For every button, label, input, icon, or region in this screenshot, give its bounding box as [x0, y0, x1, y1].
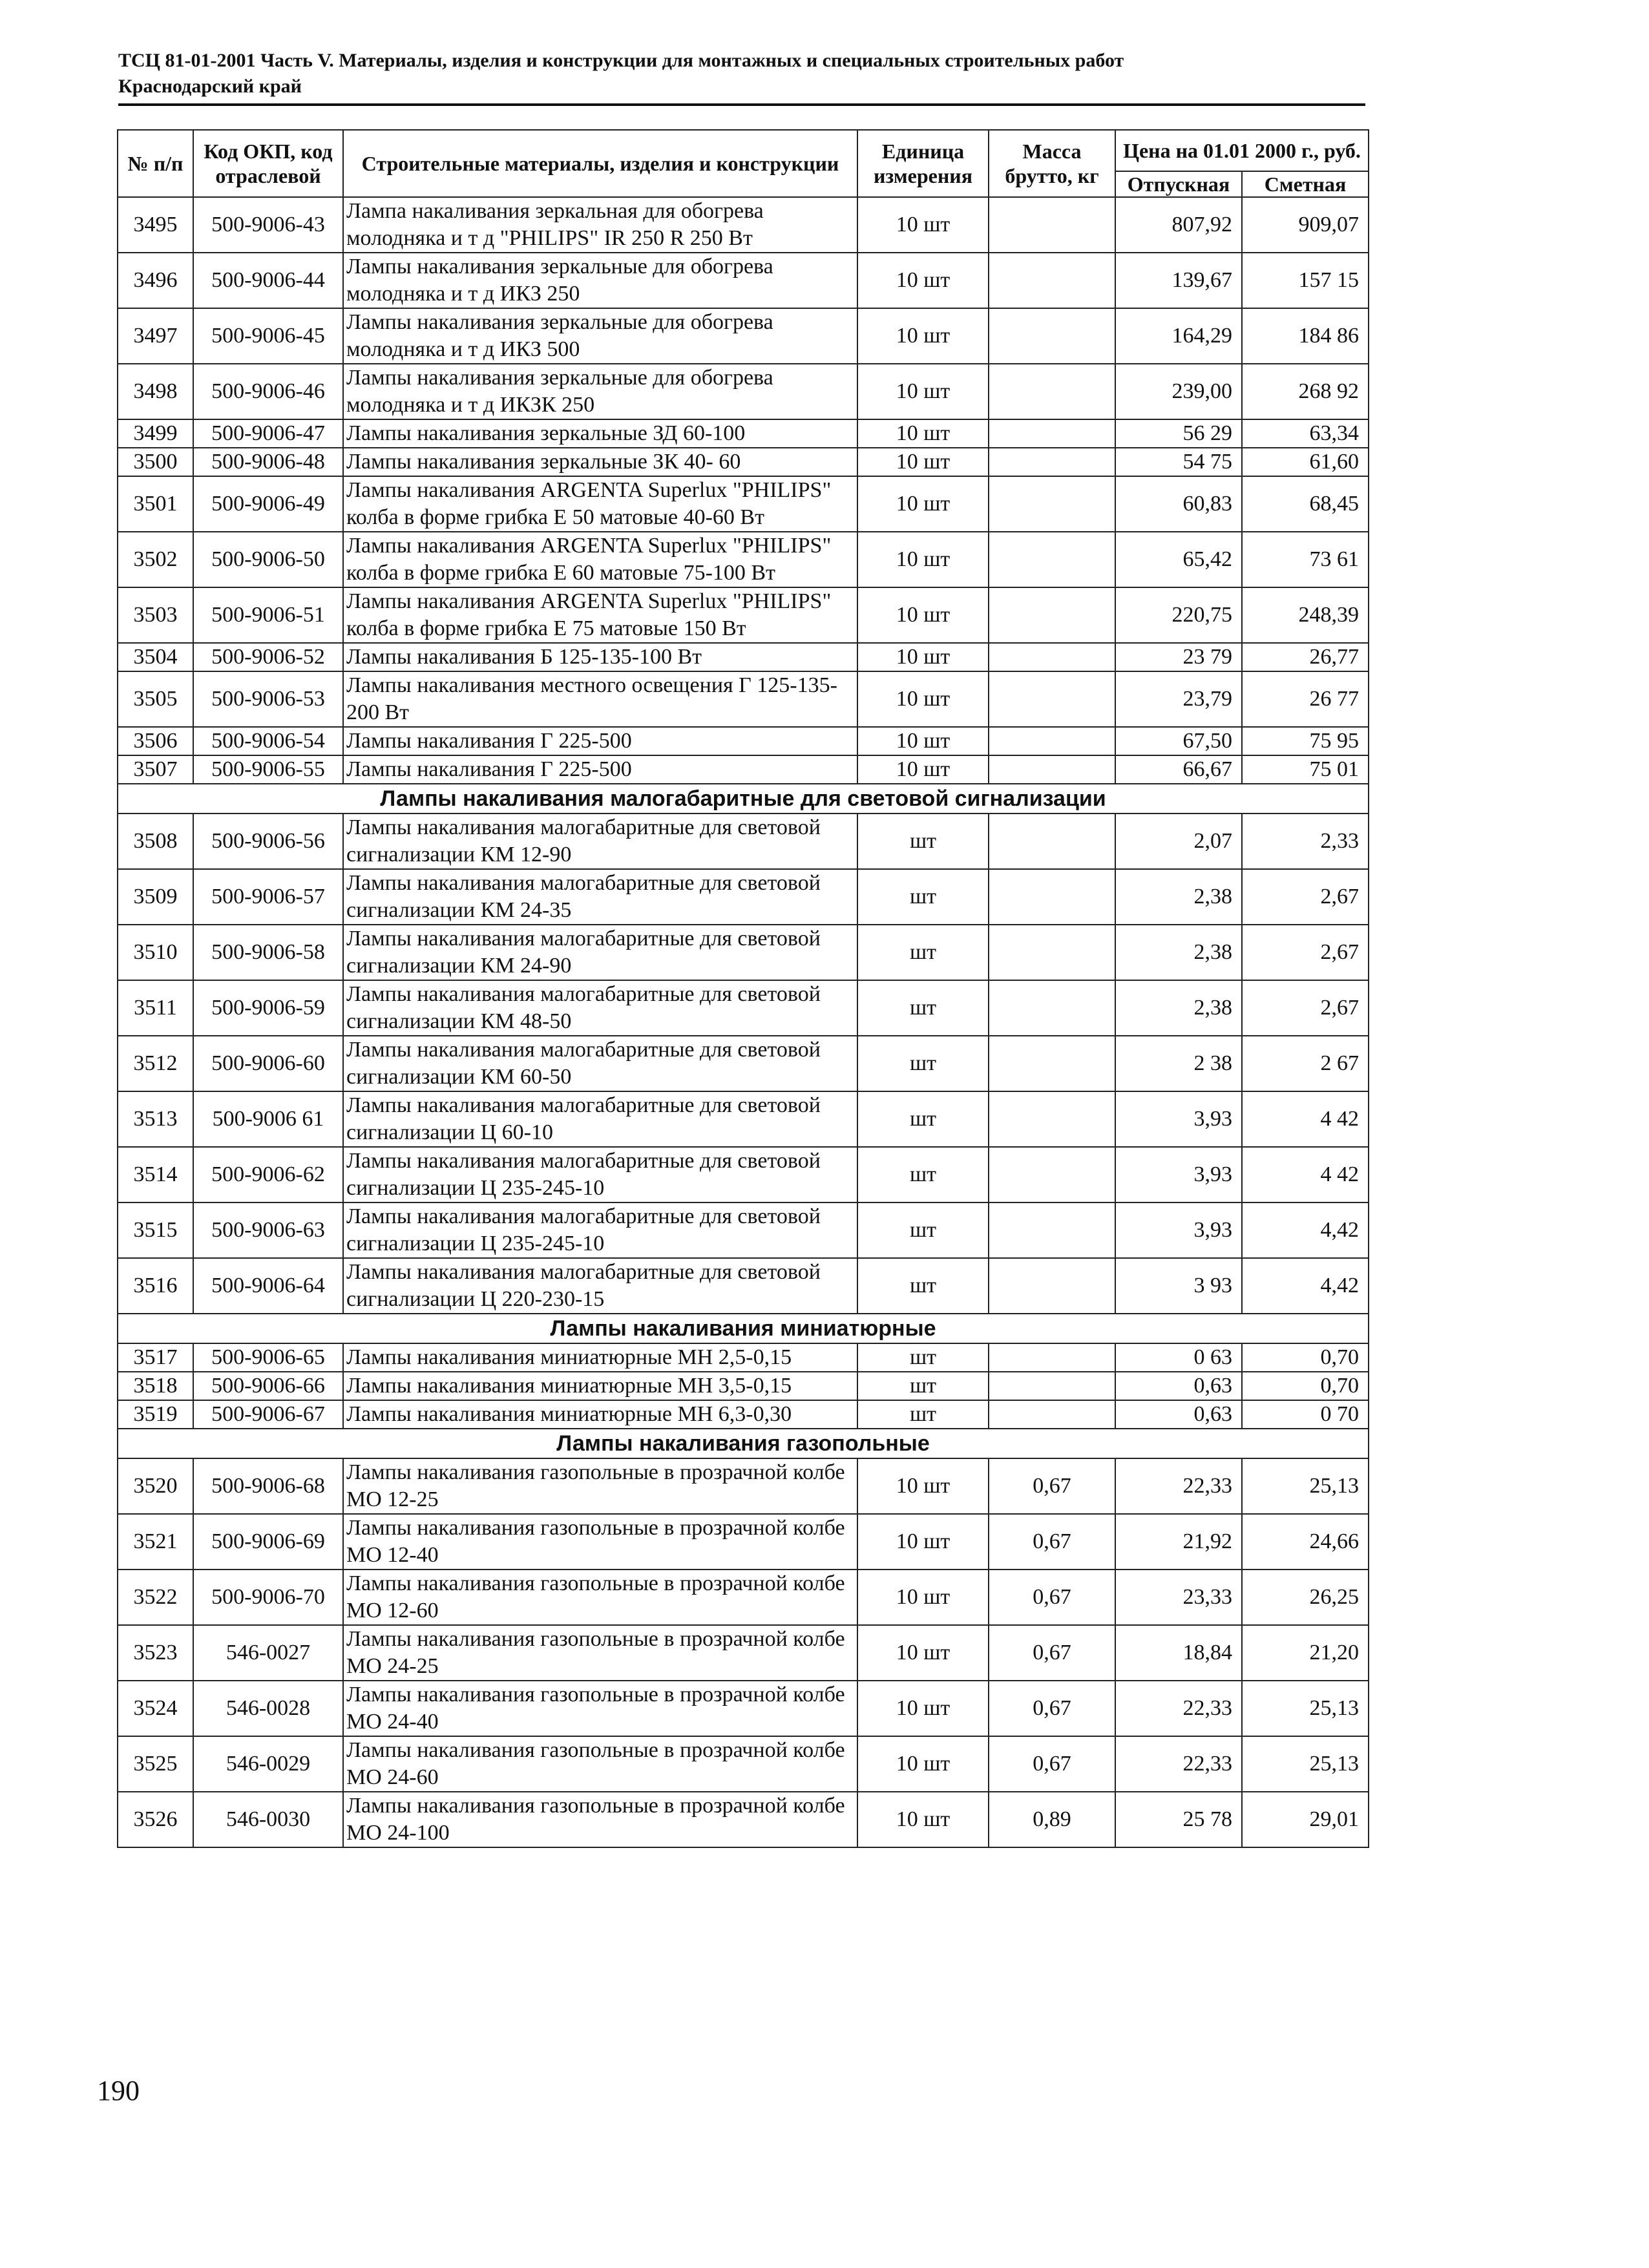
row-price-estimate: 26 77: [1242, 671, 1369, 727]
row-unit: 10 шт: [857, 1736, 989, 1792]
row-price-estimate: 4 42: [1242, 1147, 1369, 1202]
row-number: 3524: [118, 1681, 193, 1736]
row-price-estimate: 909,07: [1242, 197, 1369, 253]
row-price-wholesale: 239,00: [1115, 364, 1242, 419]
row-price-wholesale: 21,92: [1115, 1514, 1242, 1570]
row-unit: шт: [857, 869, 989, 925]
section-header-row: [118, 784, 1369, 814]
row-price-estimate: 2 67: [1242, 1036, 1369, 1091]
table-row: [118, 1091, 1369, 1147]
row-number: 3513: [118, 1091, 193, 1147]
row-price-wholesale: 164,29: [1115, 308, 1242, 364]
row-code: 500-9006-53: [193, 671, 343, 727]
table-row: [118, 1570, 1369, 1625]
row-price-wholesale: 139,67: [1115, 253, 1242, 308]
row-unit: шт: [857, 1400, 989, 1429]
row-unit: 10 шт: [857, 671, 989, 727]
col-header-code: Код ОКП, код отраслевой: [193, 130, 343, 197]
row-unit: 10 шт: [857, 587, 989, 643]
row-mass: [989, 1091, 1115, 1147]
table-row: [118, 643, 1369, 671]
row-unit: 10 шт: [857, 1458, 989, 1514]
row-unit: шт: [857, 1343, 989, 1372]
row-mass: 0,67: [989, 1570, 1115, 1625]
section-header-row: [118, 1429, 1369, 1458]
table-row: [118, 814, 1369, 869]
row-number: 3511: [118, 980, 193, 1036]
row-code: 500-9006-55: [193, 755, 343, 784]
row-price-estimate: 68,45: [1242, 476, 1369, 532]
table-row: [118, 532, 1369, 587]
table-row: [118, 1400, 1369, 1429]
col-header-estimate: Сметная: [1242, 171, 1369, 197]
table-head: [118, 130, 1369, 197]
row-price-estimate: 157 15: [1242, 253, 1369, 308]
row-price-estimate: 24,66: [1242, 1514, 1369, 1570]
table-row: [118, 476, 1369, 532]
table-row: [118, 1736, 1369, 1792]
row-unit: шт: [857, 1091, 989, 1147]
row-price-estimate: 25,13: [1242, 1736, 1369, 1792]
row-code: 500-9006-54: [193, 727, 343, 755]
row-unit: 10 шт: [857, 1514, 989, 1570]
row-code: 500-9006-65: [193, 1343, 343, 1372]
row-mass: [989, 1372, 1115, 1400]
row-code: 500-9006 61: [193, 1091, 343, 1147]
row-code: 500-9006-50: [193, 532, 343, 587]
row-number: 3501: [118, 476, 193, 532]
row-price-estimate: 4,42: [1242, 1202, 1369, 1258]
row-number: 3508: [118, 814, 193, 869]
row-name: Лампы накаливания ARGENTA Superlux "PHILIPS" колба в форме грибка Е 50 матовые 40-60 Вт: [343, 476, 857, 532]
row-name: Лампы накаливания газопольные в прозрачной колбе МО 12-25: [343, 1458, 857, 1514]
table-row: [118, 253, 1369, 308]
row-code: 500-9006-66: [193, 1372, 343, 1400]
row-price-wholesale: 0,63: [1115, 1372, 1242, 1400]
row-unit: 10 шт: [857, 253, 989, 308]
row-price-wholesale: 2,07: [1115, 814, 1242, 869]
row-mass: [989, 869, 1115, 925]
row-price-wholesale: 65,42: [1115, 532, 1242, 587]
row-number: 3496: [118, 253, 193, 308]
table-row: [118, 419, 1369, 448]
row-number: 3523: [118, 1625, 193, 1681]
row-name: Лампы накаливания Г 225-500: [343, 755, 857, 784]
row-name: Лампы накаливания миниатюрные МН 3,5-0,15: [343, 1372, 857, 1400]
row-name: Лампы накаливания миниатюрные МН 6,3-0,30: [343, 1400, 857, 1429]
row-number: 3505: [118, 671, 193, 727]
row-price-estimate: 4,42: [1242, 1258, 1369, 1314]
row-price-estimate: 63,34: [1242, 419, 1369, 448]
table-row: [118, 1458, 1369, 1514]
table-row: [118, 1372, 1369, 1400]
row-mass: [989, 532, 1115, 587]
row-name: Лампы накаливания зеркальные для обогрева молодняка и т д ИКЗ 250: [343, 253, 857, 308]
table-row: [118, 925, 1369, 980]
row-mass: 0,89: [989, 1792, 1115, 1847]
col-header-unit: Единица измерения: [857, 130, 989, 197]
row-name: Лампы накаливания миниатюрные МН 2,5-0,15: [343, 1343, 857, 1372]
row-unit: шт: [857, 1258, 989, 1314]
row-unit: 10 шт: [857, 1625, 989, 1681]
row-price-wholesale: 54 75: [1115, 448, 1242, 476]
row-mass: [989, 197, 1115, 253]
row-code: 546-0029: [193, 1736, 343, 1792]
row-name: Лампы накаливания зеркальные для обогрева молодняка и т д ИКЗ 500: [343, 308, 857, 364]
row-price-wholesale: 66,67: [1115, 755, 1242, 784]
row-name: Лампы накаливания газопольные в прозрачной колбе МО 24-25: [343, 1625, 857, 1681]
row-name: Лампы накаливания зеркальные для обогрева молодняка и т д ИКЗК 250: [343, 364, 857, 419]
row-name: Лампы накаливания местного освещения Г 125-135-200 Вт: [343, 671, 857, 727]
row-price-estimate: 4 42: [1242, 1091, 1369, 1147]
row-unit: шт: [857, 925, 989, 980]
row-unit: шт: [857, 1372, 989, 1400]
page-number: 190: [97, 2075, 140, 2106]
table-row: [118, 1147, 1369, 1202]
row-code: 546-0028: [193, 1681, 343, 1736]
table-row: [118, 1514, 1369, 1570]
row-name: Лампы накаливания зеркальные ЗК 40- 60: [343, 448, 857, 476]
row-price-wholesale: 0 63: [1115, 1343, 1242, 1372]
row-price-estimate: 2,67: [1242, 925, 1369, 980]
row-name: Лампы накаливания газопольные в прозрачной колбе МО 24-60: [343, 1736, 857, 1792]
row-code: 500-9006-45: [193, 308, 343, 364]
row-number: 3502: [118, 532, 193, 587]
row-price-wholesale: 3,93: [1115, 1091, 1242, 1147]
row-number: 3522: [118, 1570, 193, 1625]
row-price-wholesale: 2 38: [1115, 1036, 1242, 1091]
row-price-estimate: 248,39: [1242, 587, 1369, 643]
table-row: [118, 727, 1369, 755]
row-code: 500-9006-70: [193, 1570, 343, 1625]
row-price-estimate: 26,77: [1242, 643, 1369, 671]
row-unit: 10 шт: [857, 532, 989, 587]
row-unit: шт: [857, 1202, 989, 1258]
table-row: [118, 755, 1369, 784]
table-row: [118, 1036, 1369, 1091]
row-number: 3520: [118, 1458, 193, 1514]
row-name: Лампы накаливания газопольные в прозрачной колбе МО 12-60: [343, 1570, 857, 1625]
row-code: 500-9006-44: [193, 253, 343, 308]
row-mass: [989, 643, 1115, 671]
table-row: [118, 1202, 1369, 1258]
row-code: 500-9006-51: [193, 587, 343, 643]
row-unit: 10 шт: [857, 1681, 989, 1736]
row-mass: [989, 1343, 1115, 1372]
row-price-estimate: 0,70: [1242, 1343, 1369, 1372]
row-mass: [989, 1258, 1115, 1314]
row-price-wholesale: 60,83: [1115, 476, 1242, 532]
row-number: 3497: [118, 308, 193, 364]
row-price-estimate: 29,01: [1242, 1792, 1369, 1847]
row-name: Лампы накаливания малогабаритные для световой сигнализации КМ 60-50: [343, 1036, 857, 1091]
row-code: 500-9006-52: [193, 643, 343, 671]
row-price-estimate: 26,25: [1242, 1570, 1369, 1625]
table-row: [118, 869, 1369, 925]
row-code: 500-9006-69: [193, 1514, 343, 1570]
row-price-estimate: 21,20: [1242, 1625, 1369, 1681]
row-name: Лампы накаливания газопольные в прозрачной колбе МО 12-40: [343, 1514, 857, 1570]
section-title: Лампы накаливания малогабаритные для световой сигнализации: [118, 784, 1369, 814]
row-number: 3506: [118, 727, 193, 755]
row-unit: шт: [857, 1036, 989, 1091]
row-price-wholesale: 23,33: [1115, 1570, 1242, 1625]
row-mass: [989, 419, 1115, 448]
row-mass: [989, 1147, 1115, 1202]
table-row: [118, 1792, 1369, 1847]
row-number: 3503: [118, 587, 193, 643]
table-row: [118, 448, 1369, 476]
row-price-estimate: 25,13: [1242, 1458, 1369, 1514]
row-code: 500-9006-62: [193, 1147, 343, 1202]
row-price-wholesale: 3,93: [1115, 1147, 1242, 1202]
row-price-estimate: 0 70: [1242, 1400, 1369, 1429]
row-mass: [989, 925, 1115, 980]
row-code: 500-9006-46: [193, 364, 343, 419]
row-price-estimate: 184 86: [1242, 308, 1369, 364]
row-code: 500-9006-43: [193, 197, 343, 253]
row-price-estimate: 268 92: [1242, 364, 1369, 419]
row-number: 3498: [118, 364, 193, 419]
row-mass: [989, 1036, 1115, 1091]
header-title: ТСЦ 81-01-2001 Часть V. Материалы, изделия и конструкции для монтажных и специальных строительных работ: [118, 50, 1124, 71]
section-title: Лампы накаливания газопольные: [118, 1429, 1369, 1458]
row-code: 546-0027: [193, 1625, 343, 1681]
row-number: 3525: [118, 1736, 193, 1792]
row-name: Лампы накаливания малогабаритные для световой сигнализации КМ 12-90: [343, 814, 857, 869]
row-number: 3504: [118, 643, 193, 671]
row-number: 3519: [118, 1400, 193, 1429]
row-price-estimate: 2,67: [1242, 869, 1369, 925]
table-row: [118, 1343, 1369, 1372]
row-mass: 0,67: [989, 1625, 1115, 1681]
section-header-row: [118, 1314, 1369, 1343]
row-number: 3526: [118, 1792, 193, 1847]
row-price-wholesale: 2,38: [1115, 980, 1242, 1036]
row-price-wholesale: 23,79: [1115, 671, 1242, 727]
table-row: [118, 308, 1369, 364]
row-code: 500-9006-47: [193, 419, 343, 448]
row-unit: 10 шт: [857, 755, 989, 784]
page-header: [118, 48, 1365, 106]
row-price-wholesale: 3 93: [1115, 1258, 1242, 1314]
col-header-price: Цена на 01.01 2000 г., руб.: [1115, 130, 1369, 171]
row-price-wholesale: 22,33: [1115, 1458, 1242, 1514]
row-mass: [989, 476, 1115, 532]
row-mass: 0,67: [989, 1736, 1115, 1792]
table-row: [118, 1625, 1369, 1681]
row-name: Лампа накаливания зеркальная для обогрева молодняка и т д "PHILIPS" IR 250 R 250 Вт: [343, 197, 857, 253]
row-unit: 10 шт: [857, 448, 989, 476]
row-mass: [989, 755, 1115, 784]
row-name: Лампы накаливания малогабаритные для световой сигнализации Ц 220-230-15: [343, 1258, 857, 1314]
row-code: 500-9006-64: [193, 1258, 343, 1314]
row-number: 3518: [118, 1372, 193, 1400]
table-row: [118, 1258, 1369, 1314]
row-price-wholesale: 22,33: [1115, 1681, 1242, 1736]
row-name: Лампы накаливания газопольные в прозрачной колбе МО 24-40: [343, 1681, 857, 1736]
row-price-wholesale: 220,75: [1115, 587, 1242, 643]
row-price-wholesale: 0,63: [1115, 1400, 1242, 1429]
row-unit: 10 шт: [857, 197, 989, 253]
row-name: Лампы накаливания ARGENTA Superlux "PHILIPS" колба в форме грибка Е 75 матовые 150 Вт: [343, 587, 857, 643]
section-title: Лампы накаливания миниатюрные: [118, 1314, 1369, 1343]
row-mass: [989, 448, 1115, 476]
table-row: [118, 364, 1369, 419]
row-mass: [989, 727, 1115, 755]
row-number: 3495: [118, 197, 193, 253]
row-code: 500-9006-56: [193, 814, 343, 869]
row-price-wholesale: 3,93: [1115, 1202, 1242, 1258]
col-header-mass: Масса брутто, кг: [989, 130, 1115, 197]
row-price-estimate: 25,13: [1242, 1681, 1369, 1736]
header-region: Краснодарский край: [118, 76, 302, 97]
row-price-wholesale: 23 79: [1115, 643, 1242, 671]
row-number: 3509: [118, 869, 193, 925]
row-unit: шт: [857, 980, 989, 1036]
row-price-wholesale: 56 29: [1115, 419, 1242, 448]
row-unit: 10 шт: [857, 643, 989, 671]
row-code: 500-9006-49: [193, 476, 343, 532]
row-code: 500-9006-57: [193, 869, 343, 925]
row-price-estimate: 73 61: [1242, 532, 1369, 587]
row-mass: [989, 814, 1115, 869]
row-number: 3510: [118, 925, 193, 980]
row-code: 546-0030: [193, 1792, 343, 1847]
row-unit: 10 шт: [857, 727, 989, 755]
row-name: Лампы накаливания малогабаритные для световой сигнализации Ц 235-245-10: [343, 1147, 857, 1202]
row-code: 500-9006-59: [193, 980, 343, 1036]
price-table: [117, 129, 1369, 1848]
row-code: 500-9006-58: [193, 925, 343, 980]
row-mass: [989, 980, 1115, 1036]
row-mass: 0,67: [989, 1514, 1115, 1570]
row-price-estimate: 2,67: [1242, 980, 1369, 1036]
row-name: Лампы накаливания Б 125-135-100 Вт: [343, 643, 857, 671]
row-unit: 10 шт: [857, 1570, 989, 1625]
row-name: Лампы накаливания малогабаритные для световой сигнализации КМ 24-35: [343, 869, 857, 925]
table-body: [118, 197, 1369, 1847]
row-price-wholesale: 22,33: [1115, 1736, 1242, 1792]
row-price-wholesale: 807,92: [1115, 197, 1242, 253]
row-price-estimate: 61,60: [1242, 448, 1369, 476]
row-price-estimate: 75 95: [1242, 727, 1369, 755]
row-mass: [989, 1202, 1115, 1258]
row-number: 3515: [118, 1202, 193, 1258]
row-name: Лампы накаливания Г 225-500: [343, 727, 857, 755]
row-code: 500-9006-67: [193, 1400, 343, 1429]
row-price-estimate: 0,70: [1242, 1372, 1369, 1400]
row-mass: [989, 671, 1115, 727]
row-mass: [989, 1400, 1115, 1429]
table-row: [118, 587, 1369, 643]
row-code: 500-9006-63: [193, 1202, 343, 1258]
col-header-name: Строительные материалы, изделия и конструкции: [343, 130, 857, 197]
row-number: 3499: [118, 419, 193, 448]
row-name: Лампы накаливания малогабаритные для световой сигнализации КМ 24-90: [343, 925, 857, 980]
row-name: Лампы накаливания малогабаритные для световой сигнализации Ц 235-245-10: [343, 1202, 857, 1258]
row-price-estimate: 2,33: [1242, 814, 1369, 869]
table-row: [118, 1681, 1369, 1736]
row-number: 3500: [118, 448, 193, 476]
row-unit: шт: [857, 1147, 989, 1202]
row-code: 500-9006-60: [193, 1036, 343, 1091]
row-number: 3512: [118, 1036, 193, 1091]
row-price-estimate: 75 01: [1242, 755, 1369, 784]
col-header-num: № п/п: [118, 130, 193, 197]
table-row: [118, 980, 1369, 1036]
row-mass: [989, 308, 1115, 364]
row-mass: [989, 587, 1115, 643]
row-name: Лампы накаливания зеркальные ЗД 60-100: [343, 419, 857, 448]
row-price-wholesale: 67,50: [1115, 727, 1242, 755]
row-price-wholesale: 2,38: [1115, 925, 1242, 980]
row-unit: 10 шт: [857, 476, 989, 532]
row-number: 3517: [118, 1343, 193, 1372]
row-mass: [989, 253, 1115, 308]
row-number: 3507: [118, 755, 193, 784]
row-name: Лампы накаливания малогабаритные для световой сигнализации КМ 48-50: [343, 980, 857, 1036]
table-row: [118, 197, 1369, 253]
row-unit: 10 шт: [857, 1792, 989, 1847]
row-number: 3521: [118, 1514, 193, 1570]
row-unit: шт: [857, 814, 989, 869]
row-mass: 0,67: [989, 1681, 1115, 1736]
row-name: Лампы накаливания ARGENTA Superlux "PHILIPS" колба в форме грибка Е 60 матовые 75-100 Вт: [343, 532, 857, 587]
row-code: 500-9006-68: [193, 1458, 343, 1514]
row-price-wholesale: 2,38: [1115, 869, 1242, 925]
row-name: Лампы накаливания газопольные в прозрачной колбе МО 24-100: [343, 1792, 857, 1847]
row-price-wholesale: 18,84: [1115, 1625, 1242, 1681]
row-number: 3516: [118, 1258, 193, 1314]
row-mass: [989, 364, 1115, 419]
row-price-wholesale: 25 78: [1115, 1792, 1242, 1847]
row-unit: 10 шт: [857, 419, 989, 448]
row-name: Лампы накаливания малогабаритные для световой сигнализации Ц 60-10: [343, 1091, 857, 1147]
col-header-wholesale: Отпускная: [1115, 171, 1242, 197]
table-row: [118, 671, 1369, 727]
row-code: 500-9006-48: [193, 448, 343, 476]
row-unit: 10 шт: [857, 308, 989, 364]
row-unit: 10 шт: [857, 364, 989, 419]
row-mass: 0,67: [989, 1458, 1115, 1514]
row-number: 3514: [118, 1147, 193, 1202]
